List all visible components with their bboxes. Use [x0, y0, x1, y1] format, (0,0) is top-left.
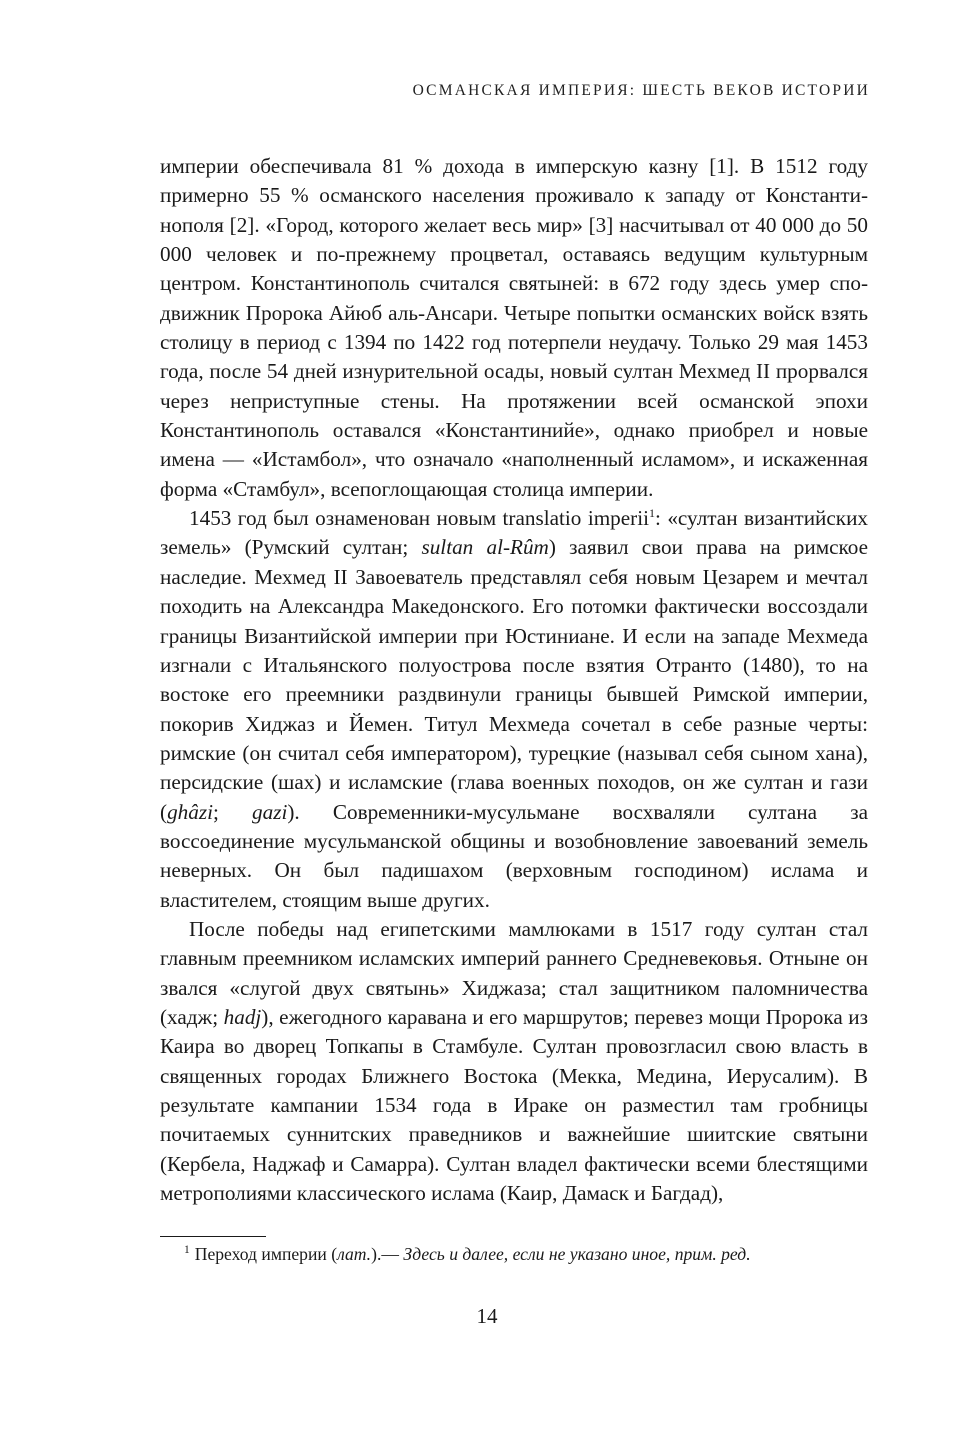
page-number: 14 — [476, 1304, 498, 1328]
paragraph-3 — [160, 915, 868, 1208]
paragraph-2-part-1: 1453 год был ознаменован новым translatio imperii — [189, 506, 650, 531]
italic-term-sultan-al-rum: sultan al-Rûm — [421, 535, 549, 560]
footnote-text-2: ).— — [371, 1243, 404, 1264]
paragraph-2-part-3: ) заявил свои права на римское наследие. Мехмед II Завоеватель представлял себя новым Цезарем и мечтал походить на Александра Македонского. Его потомки фактически воссоздали границы Византийской империи при Юстиниане. И если на западе Мехмеда изгнали с Итальянского полуострова после взятия Отранто (1480), то на востоке его преемники раздвинули границы бывшей Римской империи, покорив Хиджаз и Йемен. Титул Мехмеда сочетал в себе разные черты: римские (он считал себя императором), турецкие (называл себя сыном хана), персидские (шах) и исламские (глава военных походов, он же султан и гази ( — [160, 535, 868, 824]
paragraph-2-part-4: ). Современники-мусульмане восхваляли султана за воссоединение мусульманской общины и возобновление завоеваний земель неверных. Он был падишахом (верховным господином) ислама и властителем, стоящим выше других. — [160, 799, 868, 912]
footnote-abbreviation: лат. — [337, 1243, 372, 1264]
paragraph-3-part-2: ), ежегодного каравана и его маршрутов; перевез мощи Пророка из Каира во дворец Топкапы в Стамбуле. Султан провозгласил свою власть в священных городах Ближнего Востока (Мекка, Медина, Иерусалим). В результате кампании 1534 года в Ираке он разместил там гробницы почитаемых суннитских праведников и важнейшие шиитские святыни (Кербела, Наджаф и Самарра). Султан владел фактически всеми блестящими метрополиями классического ислама (Каир, Дамаск и Багдад), — [160, 1004, 868, 1206]
paragraph-2-separator: ; — [212, 799, 253, 824]
footnote-editor-note: Здесь и далее, если не указано иное, прим. ред. — [403, 1243, 751, 1264]
footnote-reference: 1 — [649, 506, 656, 521]
italic-term-hadj: hadj — [223, 1004, 262, 1029]
running-header: ОСМАНСКАЯ ИМПЕРИЯ: ШЕСТЬ ВЕКОВ ИСТОРИИ — [412, 82, 870, 99]
footnote-number: 1 — [184, 1244, 190, 1256]
paragraph-1: империи обеспечивала 81 % дохода в имперскую казну [1]. В 1512 году примерно 55 % османского населения проживало к западу от Константинополя [2]. «Город, которого желает весь мир» [3] насчитывал от 40 000 до 50 000 человек и по-прежнему процветал, оставаясь ведущим культурным центром. Константинополь считался святыней: в 672 году здесь умер сподвижник Пророка Айюб аль-Ансари. Четыре попытки османских войск взять столицу в период с 1394 по 1422 год потерпели неудачу. Только 29 мая 1453 года, после 54 дней изнурительной осады, новый султан Мехмед II прорвался через неприступные стены. На протяжении всей османской эпохи Константинополь оставался «Константинийе», однако приобрел и новые имена — «Истамбол», что означало «наполненный исламом», и искаженная форма «Стамбул», всепоглощающая столица империи. — [160, 154, 868, 501]
italic-term-ghazi: ghâzi — [167, 799, 213, 824]
paragraph-2 — [160, 504, 868, 915]
main-text — [160, 152, 868, 1208]
paragraph-3-part-1: После победы над египетскими мамлюками в 1517 году султан стал главным преемником исламских империй раннего Средневековья. Отныне он звался «слугой двух святынь» Хиджаза; стал защитником паломничества (хадж; — [160, 916, 868, 1029]
footnote — [160, 1238, 880, 1266]
footnote-divider — [160, 1236, 266, 1237]
italic-term-gazi: gazi — [252, 799, 288, 824]
footnote-text: Переход империи ( — [194, 1243, 338, 1264]
paragraph-2-part-2: : «султан византийских земель» (Румский султан; — [160, 506, 869, 560]
